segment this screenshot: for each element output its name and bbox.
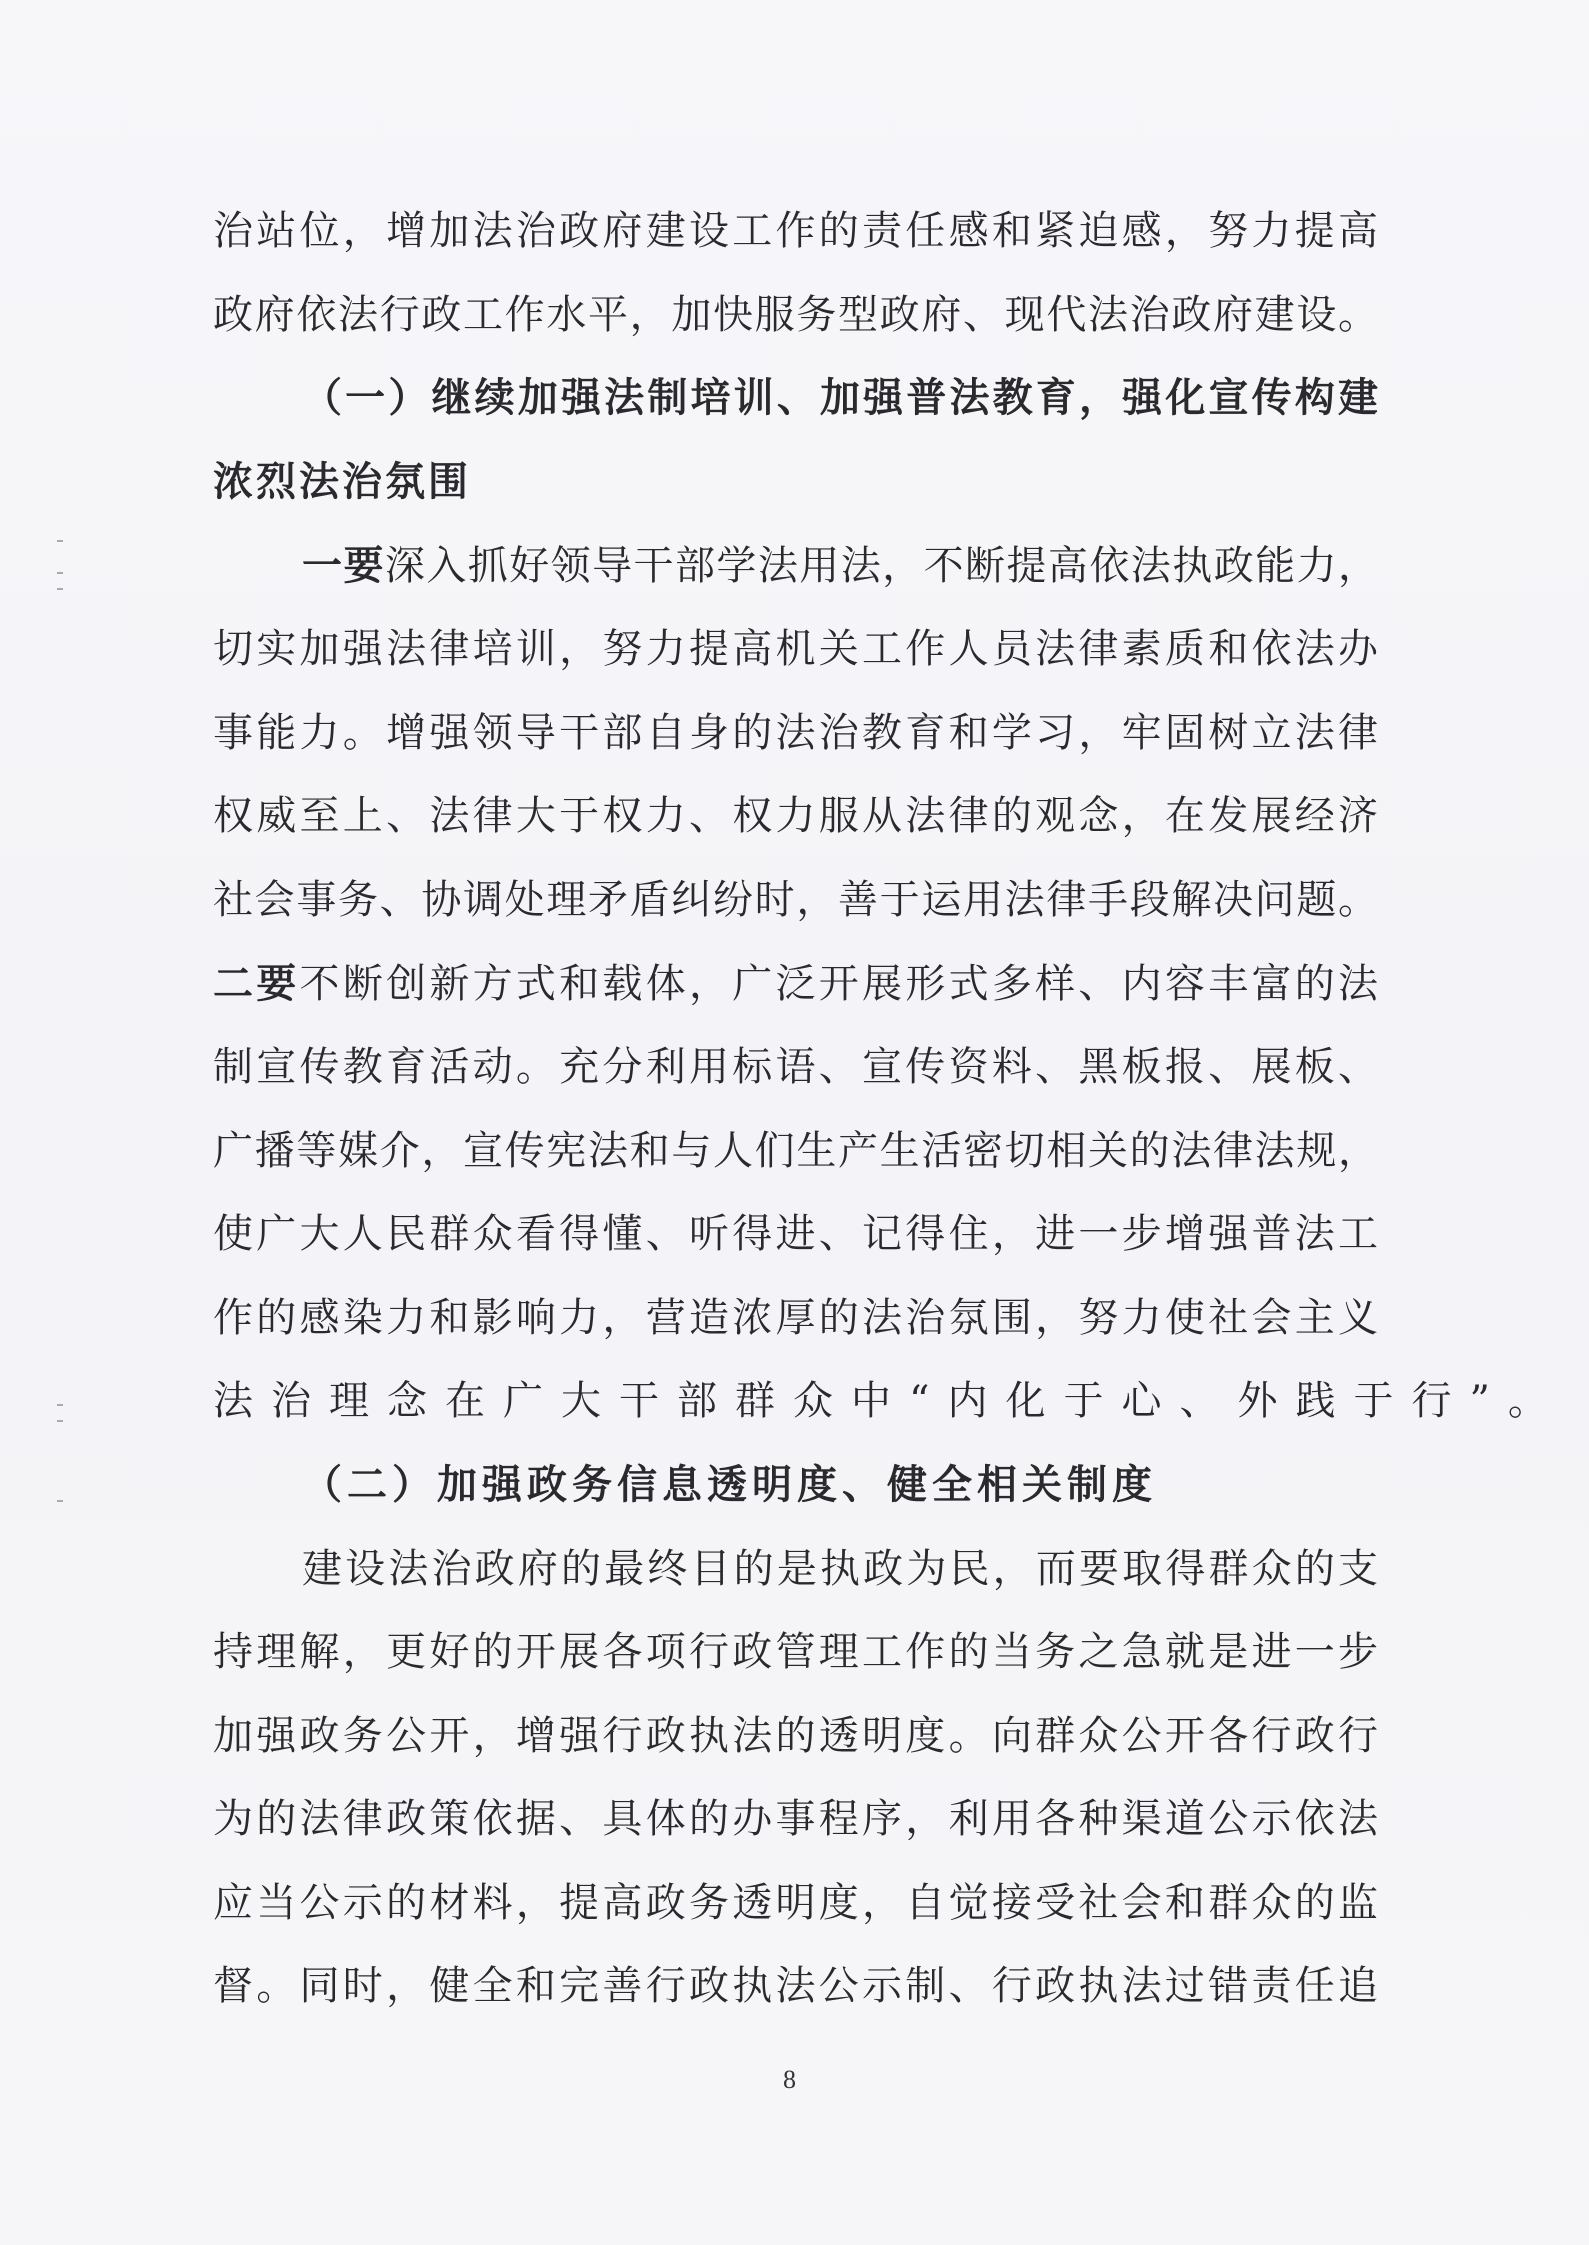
body-line: 为的法律政策依据、具体的办事程序，利用各种渠道公示依法 xyxy=(213,1796,1378,1843)
section-heading-2: （二）加强政务信息透明度、健全相关制度 xyxy=(302,1461,1157,1508)
body-line: 法治理念在广大干部群众中“内化于心、外践于行”。 xyxy=(213,1378,1566,1425)
body-line: 建设法治政府的最终目的是执政为民，而要取得群众的支 xyxy=(302,1545,1378,1592)
body-line: 制宣传教育活动。充分利用标语、宣传资料、黑板报、展板、 xyxy=(213,1043,1378,1090)
body-line: 持理解，更好的开展各项行政管理工作的当务之急就是进一步 xyxy=(213,1629,1378,1676)
body-line: 应当公示的材料，提高政务透明度，自觉接受社会和群众的监 xyxy=(213,1879,1378,1926)
body-text: 深入抓好领导干部学法用法，不断提高依法执政能力， xyxy=(384,543,1379,590)
body-line: 权威至上、法律大于权力、权力服从法律的观念，在发展经济 xyxy=(213,793,1378,840)
binding-mark xyxy=(57,1404,63,1406)
binding-mark xyxy=(57,540,63,542)
body-line xyxy=(213,942,1378,1026)
body-line: 作的感染力和影响力，营造浓厚的法治氛围，努力使社会主义 xyxy=(213,1294,1378,1341)
body-line: 社会事务、协调处理矛盾纠纷时，善于运用法律手段解决问题。 xyxy=(213,876,1378,923)
body-line: 治站位，增加法治政府建设工作的责任感和紧迫感，努力提高 xyxy=(213,208,1378,254)
enumeration-lead: 二要 xyxy=(213,960,300,1008)
binding-mark xyxy=(57,1420,63,1422)
body-line: 加强政务公开，增强行政执法的透明度。向群众公开各行政行 xyxy=(213,1712,1378,1759)
body-line: 督。同时，健全和完善行政执法公示制、行政执法过错责任追 xyxy=(213,1963,1378,2010)
enumeration-lead: 一要 xyxy=(302,542,385,590)
body-line: 广播等媒介，宣传宪法和与人们生产生活密切相关的法律法规， xyxy=(213,1127,1378,1174)
binding-mark xyxy=(57,1500,63,1502)
body-line: 使广大人民群众看得懂、听得进、记得住，进一步增强普法工 xyxy=(213,1211,1378,1258)
body-line: 事能力。增强领导干部自身的法治教育和学习，牢固树立法律 xyxy=(213,709,1378,756)
body-line: 政府依法行政工作水平，加快服务型政府、现代法治政府建设。 xyxy=(213,291,1378,338)
document-body xyxy=(213,190,1566,2029)
section-heading-1: （一）继续加强法制培训、加强普法教育，强化宣传构建 xyxy=(302,375,1378,422)
binding-mark xyxy=(57,588,63,590)
section-heading-1-cont: 浓烈法治氛围 xyxy=(213,458,471,505)
body-text: 不断创新方式和载体，广泛开展形式多样、内容丰富的法 xyxy=(299,961,1379,1008)
page-number: 8 xyxy=(783,2065,796,2094)
binding-mark xyxy=(57,572,63,574)
body-line xyxy=(213,524,1378,608)
body-line: 切实加强法律培训，努力提高机关工作人员法律素质和依法办 xyxy=(213,625,1378,672)
